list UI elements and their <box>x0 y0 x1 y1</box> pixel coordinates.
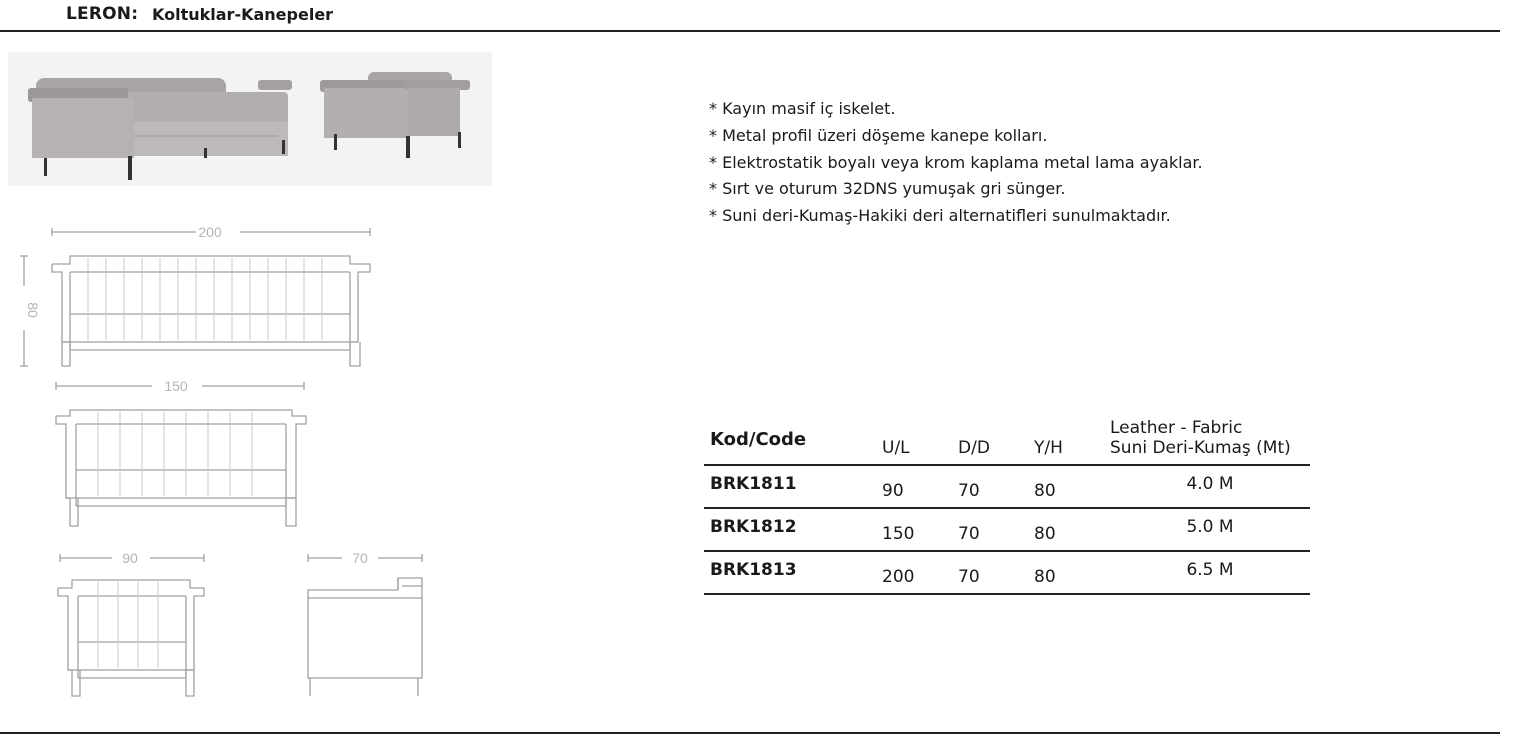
header-code: Kod/Code <box>710 429 807 450</box>
cell-width: 90 <box>882 480 904 501</box>
feature-item: * Kayın masif iç iskelet. <box>709 99 896 118</box>
feature-item: * Suni deri-Kumaş-Hakiki deri alternatifleri sunulmaktadır. <box>709 206 1171 226</box>
drawing-sofa-2seat <box>48 376 316 532</box>
cell-height: 80 <box>1034 480 1056 501</box>
dim-width-label: 200 <box>198 224 222 240</box>
cell-code: BRK1813 <box>710 559 797 580</box>
cell-material: 4.0 M <box>1186 473 1234 494</box>
header-depth: D/D <box>958 438 990 458</box>
feature-item: * Elektrostatik boyalı veya krom kaplama metal lama ayaklar. <box>709 152 1203 172</box>
table-row <box>704 465 1310 508</box>
page-title: Koltuklar-Kanepeler <box>152 5 334 24</box>
table-header-row <box>704 418 1310 465</box>
cell-depth: 70 <box>958 480 980 501</box>
feature-list <box>709 96 1203 230</box>
drawing-armchair-side <box>302 546 428 698</box>
page-header <box>0 0 1500 32</box>
dim-width-label: 150 <box>164 378 188 394</box>
drawing-armchair-front <box>52 546 212 698</box>
cell-height: 80 <box>1034 566 1056 587</box>
drawing-sofa-3seat <box>8 220 388 376</box>
cell-material: 5.0 M <box>1186 516 1234 537</box>
dim-depth-label: 70 <box>352 550 368 566</box>
header-height: Y/H <box>1034 438 1063 458</box>
cell-depth: 70 <box>958 523 980 544</box>
product-photo <box>8 52 492 186</box>
spec-table <box>704 418 1310 595</box>
header-width: U/L <box>882 438 910 458</box>
cell-code: BRK1812 <box>710 516 797 537</box>
brand-name: LERON: <box>66 4 139 24</box>
dim-width-label: 90 <box>122 550 138 566</box>
cell-width: 200 <box>882 566 915 587</box>
feature-item: * Metal profil üzeri döşeme kanepe kolları. <box>709 125 1048 145</box>
cell-code: BRK1811 <box>710 473 797 494</box>
footer-rule <box>0 732 1500 734</box>
header-material-line1: Leather - Fabric <box>1110 418 1243 438</box>
header-material <box>1110 418 1310 465</box>
cell-depth: 70 <box>958 566 980 587</box>
cell-width: 150 <box>882 523 915 544</box>
dim-height-label: 80 <box>25 302 41 318</box>
table-row <box>704 551 1310 594</box>
cell-material: 6.5 M <box>1186 559 1234 580</box>
feature-item: * Sırt ve oturum 32DNS yumuşak gri sünger. <box>709 179 1066 199</box>
table-row <box>704 508 1310 551</box>
header-material-line2: Suni Deri-Kumaş (Mt) <box>1110 438 1291 458</box>
cell-height: 80 <box>1034 523 1056 544</box>
